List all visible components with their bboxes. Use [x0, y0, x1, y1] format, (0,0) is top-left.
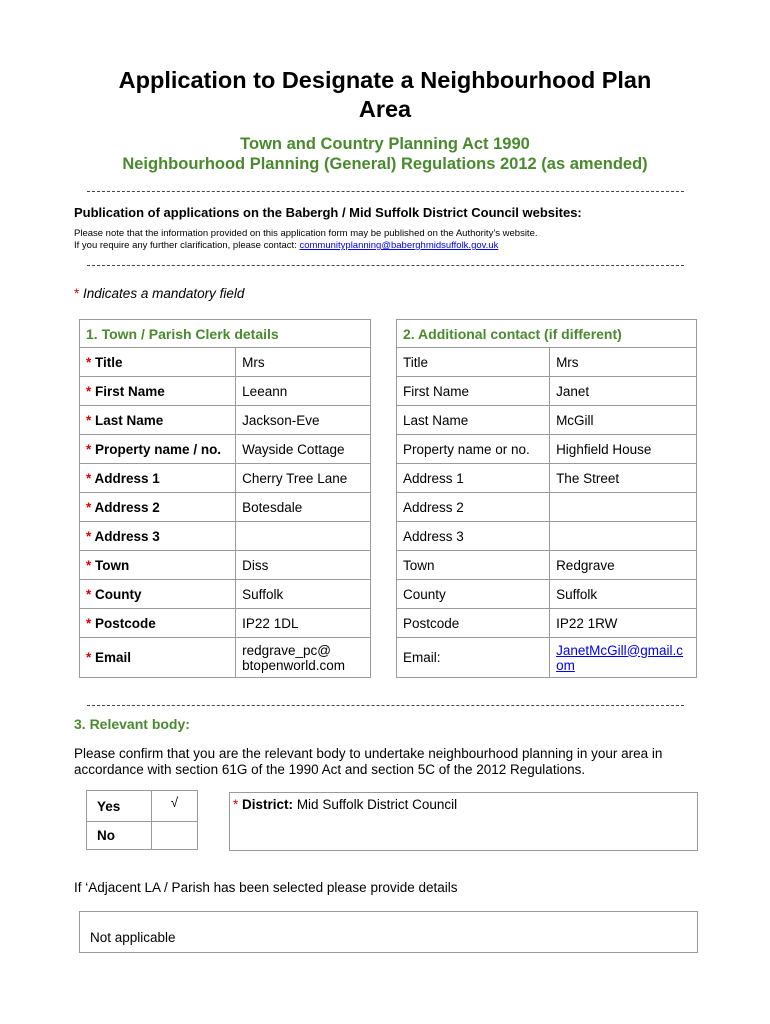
field-label: Last Name [397, 406, 550, 435]
additional-email-link[interactable]: JanetMcGill@gmail.c om [556, 642, 684, 673]
publication-note: Please note that the information provided on this application form may be published on the Authority’s website. [74, 228, 538, 239]
field-label: * First Name [80, 377, 236, 406]
district-label: District: [242, 797, 294, 812]
table-row [397, 580, 697, 609]
clerk-details-table [79, 319, 371, 678]
field-label: * Property name / no. [80, 435, 236, 464]
field-label: * Address 1 [80, 464, 236, 493]
table-row [397, 638, 697, 678]
table-row [397, 435, 697, 464]
field-label: Property name or no. [397, 435, 550, 464]
table-row [397, 406, 697, 435]
additional-email-field[interactable] [550, 638, 697, 678]
clerk-title-field[interactable]: Mrs [236, 348, 371, 377]
clarification-text: If you require any further clarification, please contact: [74, 240, 300, 251]
table-row [80, 580, 371, 609]
clerk-property-field[interactable]: Wayside Cottage [236, 435, 371, 464]
field-label: * Title [80, 348, 236, 377]
field-label: * Town [80, 551, 236, 580]
mandatory-star: * [74, 286, 80, 301]
field-label: * Postcode [80, 609, 236, 638]
field-label: Town [397, 551, 550, 580]
table-row [397, 609, 697, 638]
clerk-heading: 1. Town / Parish Clerk details [80, 320, 371, 348]
table-row [397, 464, 697, 493]
field-label: * Last Name [80, 406, 236, 435]
adjacent-details-value: Not applicable [90, 930, 176, 945]
clerk-town-field[interactable]: Diss [236, 551, 371, 580]
contact-email-link[interactable]: communityplanning@baberghmidsuffolk.gov.uk [299, 240, 499, 251]
additional-property-field[interactable]: Highfield House [550, 435, 697, 464]
table-row [80, 377, 371, 406]
additional-address2-field[interactable] [550, 493, 697, 522]
additional-contact-table [396, 319, 697, 678]
clerk-first-name-field[interactable]: Leeann [236, 377, 371, 406]
relevant-body-heading: 3. Relevant body: [74, 716, 190, 732]
field-label: * County [80, 580, 236, 609]
clerk-address1-field[interactable]: Cherry Tree Lane [236, 464, 371, 493]
table-row [87, 822, 198, 850]
adjacent-prompt: If ‘Adjacent LA / Parish has been selected please provide details [74, 880, 458, 895]
additional-heading: 2. Additional contact (if different) [397, 320, 697, 348]
clerk-county-field[interactable]: Suffolk [236, 580, 371, 609]
yes-no-table [86, 790, 198, 850]
field-label: Address 1 [397, 464, 550, 493]
additional-county-field[interactable]: Suffolk [550, 580, 697, 609]
subtitle-regulations: Neighbourhood Planning (General) Regulations 2012 (as amended) [122, 155, 648, 173]
table-row [80, 348, 371, 377]
table-row [80, 406, 371, 435]
table-row [397, 493, 697, 522]
table-row [80, 522, 371, 551]
table-row [80, 435, 371, 464]
clerk-email-field[interactable]: redgrave_pc@ btopenworld.com [236, 638, 371, 678]
table-row [80, 609, 371, 638]
field-label: * Email [80, 638, 236, 678]
subtitle-act: Town and Country Planning Act 1990 [240, 135, 530, 153]
no-checkbox[interactable] [152, 822, 198, 850]
field-label: First Name [397, 377, 550, 406]
table-row [80, 638, 371, 678]
field-label: Address 2 [397, 493, 550, 522]
divider [87, 265, 684, 266]
additional-address1-field[interactable]: The Street [550, 464, 697, 493]
divider [87, 191, 684, 192]
field-label: Postcode [397, 609, 550, 638]
title-line-2: Area [358, 96, 412, 122]
field-label: * Address 2 [80, 493, 236, 522]
page-title [60, 66, 710, 124]
field-label: * Address 3 [80, 522, 236, 551]
table-row [397, 522, 697, 551]
no-label: No [87, 822, 152, 850]
clerk-postcode-field[interactable]: IP22 1DL [236, 609, 371, 638]
table-row [80, 493, 371, 522]
mandatory-text: Indicates a mandatory field [83, 286, 245, 301]
field-label: County [397, 580, 550, 609]
relevant-body-text: Please confirm that you are the relevant body to undertake neighbourhood planning in your area in accordance with section 61G of the 1990 Act and section 5C of the 2012 Regulations. [74, 746, 663, 777]
table-row [397, 377, 697, 406]
field-label: Title [397, 348, 550, 377]
additional-address3-field[interactable] [550, 522, 697, 551]
district-text [233, 797, 457, 812]
clerk-address3-field[interactable] [236, 522, 371, 551]
additional-last-name-field[interactable]: McGill [550, 406, 697, 435]
table-row [87, 791, 198, 822]
publication-heading: Publication of applications on the Babergh / Mid Suffolk District Council websites: [74, 205, 582, 220]
mandatory-star: * [233, 797, 239, 812]
yes-checkbox[interactable]: √ [152, 791, 198, 822]
yes-label: Yes [87, 791, 152, 822]
table-row [80, 551, 371, 580]
additional-first-name-field[interactable]: Janet [550, 377, 697, 406]
table-row [80, 464, 371, 493]
title-line-1: Application to Designate a Neighbourhood Plan [118, 67, 652, 93]
clarification-line [74, 240, 498, 252]
table-row [397, 551, 697, 580]
clerk-address2-field[interactable]: Botesdale [236, 493, 371, 522]
district-value: Mid Suffolk District Council [296, 797, 458, 812]
field-label: Address 3 [397, 522, 550, 551]
divider [87, 705, 684, 706]
table-row [397, 348, 697, 377]
clerk-last-name-field[interactable]: Jackson-Eve [236, 406, 371, 435]
additional-title-field[interactable]: Mrs [550, 348, 697, 377]
mandatory-note [74, 286, 244, 301]
field-label: Email: [397, 638, 550, 678]
additional-postcode-field[interactable]: IP22 1RW [550, 609, 697, 638]
additional-town-field[interactable]: Redgrave [550, 551, 697, 580]
